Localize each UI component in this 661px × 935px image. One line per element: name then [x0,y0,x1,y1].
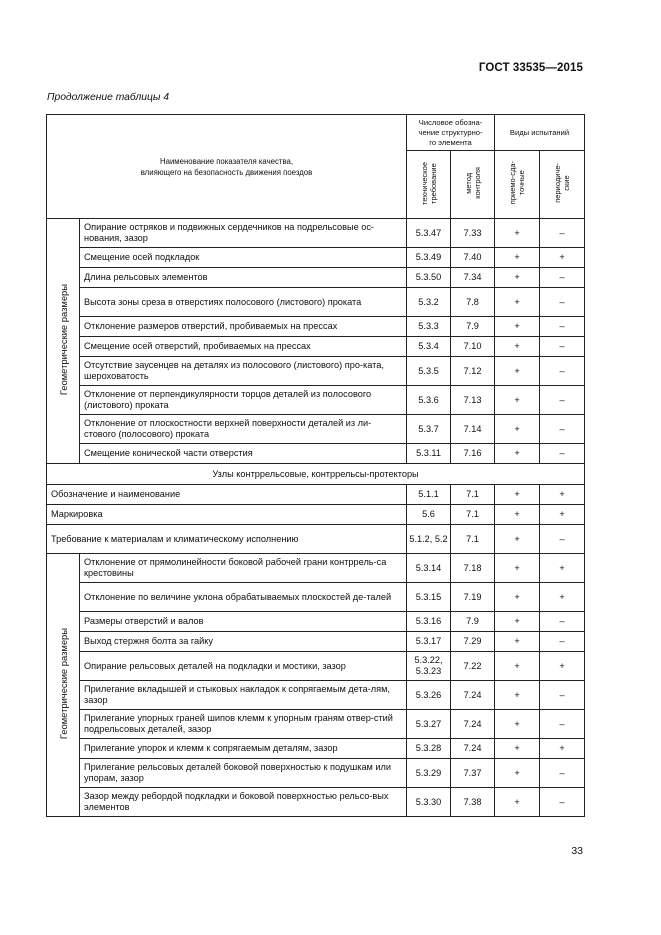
periodic-test-cell: + [540,583,585,612]
control-method-cell: 7.29 [451,632,495,652]
control-method-cell: 7.16 [451,444,495,464]
technical-requirement-cell: 5.3.30 [407,788,451,817]
periodic-test-cell: – [540,632,585,652]
indicator-name-cell: Прилегание упорных граней шипов клемм к упорным граням отвер-стий подрельсовых деталей, зазор [80,710,407,739]
test-types-header: Виды испытаний [495,115,585,151]
technical-requirement-cell: 5.3.49 [407,248,451,268]
acceptance-tests-header: приемо-сда- точные [495,151,540,219]
table-row [47,415,585,444]
acceptance-test-cell: + [495,525,540,554]
section-title: Узлы контррельсовые, контррельсы-протекторы [47,464,585,485]
acceptance-test-cell: + [495,554,540,583]
acceptance-test-cell: + [495,485,540,505]
group-label: Геометрические размеры [57,627,69,740]
periodic-test-cell: – [540,268,585,288]
indicator-name-cell: Высота зоны среза в отверстиях полосового (листового) проката [80,288,407,317]
table-row [47,219,585,248]
acceptance-test-cell: + [495,612,540,632]
indicator-name-header: Наименование показателя качества, влияющего на безопасность движения поездов [47,115,407,219]
table-row [47,652,585,681]
control-method-cell: 7.9 [451,317,495,337]
indicator-name-cell: Отклонение по величине уклона обрабатываемых плоскостей де-талей [80,583,407,612]
group-label: Геометрические размеры [57,283,69,396]
indicator-name-cell: Прилегание вкладышей и стыковых накладок к сопрягаемым дета-лям, зазор [80,681,407,710]
table-row [47,788,585,817]
technical-requirement-cell: 5.3.5 [407,357,451,386]
acceptance-test-cell: + [495,288,540,317]
periodic-test-cell: – [540,288,585,317]
control-method-cell: 7.1 [451,485,495,505]
technical-requirement-cell: 5.3.47 [407,219,451,248]
indicator-name-cell: Зазор между ребордой подкладки и боковой поверхностью рельсо-вых элементов [80,788,407,817]
periodic-test-cell: + [540,652,585,681]
control-method-cell: 7.40 [451,248,495,268]
quality-indicators-table [46,114,585,817]
technical-requirement-cell: 5.3.14 [407,554,451,583]
table-row [47,583,585,612]
periodic-test-cell: – [540,444,585,464]
technical-requirement-cell: 5.6 [407,505,451,525]
technical-requirement-cell: 5.3.26 [407,681,451,710]
table-row [47,759,585,788]
control-method-cell: 7.13 [451,386,495,415]
page-number: 33 [571,845,583,857]
control-method-cell: 7.10 [451,337,495,357]
indicator-name-cell: Опирание остряков и подвижных сердечников на подрельсовые ос-нования, зазор [80,219,407,248]
acceptance-test-cell: + [495,268,540,288]
acceptance-test-cell: + [495,583,540,612]
indicator-name-cell: Отсутствие заусенцев на деталях из полосового (листового) про-ката, шероховатость [80,357,407,386]
periodic-test-cell: + [540,739,585,759]
table-row [47,248,585,268]
technical-requirement-cell: 5.3.3 [407,317,451,337]
periodic-test-cell: + [540,505,585,525]
technical-requirement-cell: 5.3.16 [407,612,451,632]
indicator-name-cell: Отклонение от перпендикулярности торцов деталей из полосового (листового) проката [80,386,407,415]
acceptance-test-cell: + [495,505,540,525]
table-row [47,739,585,759]
table-row [47,337,585,357]
indicator-name-cell: Прилегание упорок и клемм к сопрягаемым деталям, зазор [80,739,407,759]
acceptance-test-cell: + [495,652,540,681]
acceptance-test-cell: + [495,219,540,248]
control-method-cell: 7.37 [451,759,495,788]
control-method-cell: 7.24 [451,739,495,759]
technical-requirement-cell: 5.3.2 [407,288,451,317]
control-method-cell: 7.38 [451,788,495,817]
technical-requirement-cell: 5.3.50 [407,268,451,288]
periodic-test-cell: – [540,337,585,357]
periodic-test-cell: – [540,710,585,739]
table-row [47,632,585,652]
control-method-cell: 7.1 [451,505,495,525]
acceptance-test-cell: + [495,444,540,464]
periodic-test-cell: + [540,485,585,505]
control-method-cell: 7.1 [451,525,495,554]
control-method-cell: 7.34 [451,268,495,288]
control-method-cell: 7.22 [451,652,495,681]
periodic-test-cell: – [540,219,585,248]
acceptance-test-cell: + [495,415,540,444]
technical-requirement-cell: 5.1.1 [407,485,451,505]
technical-requirement-cell: 5.3.17 [407,632,451,652]
indicator-name-cell: Опирание рельсовых деталей на подкладки и мостики, зазор [80,652,407,681]
control-method-cell: 7.9 [451,612,495,632]
indicator-name-cell: Отклонение от плоскостности верхней поверхности деталей из ли-стового (полосового) проката [80,415,407,444]
acceptance-test-cell: + [495,710,540,739]
table-row [47,612,585,632]
indicator-name-cell: Маркировка [47,505,407,525]
periodic-test-cell: + [540,554,585,583]
section-title-row [47,464,585,485]
technical-requirement-cell: 5.3.4 [407,337,451,357]
acceptance-test-cell: + [495,248,540,268]
indicator-name-cell: Длина рельсовых элементов [80,268,407,288]
control-method-cell: 7.19 [451,583,495,612]
technical-requirement-cell: 5.3.29 [407,759,451,788]
table-row [47,317,585,337]
technical-requirement-cell: 5.3.11 [407,444,451,464]
periodic-test-cell: – [540,681,585,710]
acceptance-test-cell: + [495,357,540,386]
control-method-cell: 7.18 [451,554,495,583]
acceptance-test-cell: + [495,759,540,788]
periodic-test-cell: – [540,788,585,817]
acceptance-test-cell: + [495,632,540,652]
periodic-test-cell: + [540,248,585,268]
control-method-cell: 7.33 [451,219,495,248]
technical-requirement-cell: 5.1.2, 5.2 [407,525,451,554]
table-row [47,505,585,525]
control-method-header: метод контроля [451,151,495,219]
periodic-tests-header: периодиче- ские [540,151,585,219]
technical-requirement-cell: 5.3.28 [407,739,451,759]
table-row [47,554,585,583]
indicator-name-cell: Требование к материалам и климатическому исполнению [47,525,407,554]
table-row [47,288,585,317]
indicator-name-cell: Прилегание рельсовых деталей боковой поверхностью к подушкам или упорам, зазор [80,759,407,788]
control-method-cell: 7.8 [451,288,495,317]
technical-requirement-cell: 5.3.22, 5.3.23 [407,652,451,681]
technical-requirement-cell: 5.3.27 [407,710,451,739]
indicator-name-cell: Отклонение размеров отверстий, пробиваемых на прессах [80,317,407,337]
periodic-test-cell: – [540,415,585,444]
acceptance-test-cell: + [495,681,540,710]
acceptance-test-cell: + [495,788,540,817]
acceptance-test-cell: + [495,739,540,759]
indicator-name-cell: Смещение конической части отверстия [80,444,407,464]
table-row [47,444,585,464]
indicator-name-cell: Смещение осей отверстий, пробиваемых на прессах [80,337,407,357]
table-row [47,386,585,415]
table-row [47,485,585,505]
periodic-test-cell: – [540,525,585,554]
indicator-name-cell: Выход стержня болта за гайку [80,632,407,652]
periodic-test-cell: – [540,317,585,337]
group-label-cell [47,219,80,464]
indicator-name-cell: Отклонение от прямолинейности боковой рабочей грани контррель-са крестовины [80,554,407,583]
periodic-test-cell: – [540,357,585,386]
table-row [47,525,585,554]
indicator-name-cell: Смещение осей подкладок [80,248,407,268]
table-row [47,710,585,739]
group-label-cell [47,554,80,817]
periodic-test-cell: – [540,759,585,788]
technical-requirement-cell: 5.3.6 [407,386,451,415]
periodic-test-cell: – [540,386,585,415]
table-row [47,268,585,288]
technical-requirement-cell: 5.3.7 [407,415,451,444]
control-method-cell: 7.24 [451,681,495,710]
control-method-cell: 7.14 [451,415,495,444]
acceptance-test-cell: + [495,386,540,415]
control-method-cell: 7.12 [451,357,495,386]
technical-requirement-cell: 5.3.15 [407,583,451,612]
numeric-designation-header: Числовое обозна- чение структурно- го элемента [407,115,495,151]
periodic-test-cell: – [540,612,585,632]
acceptance-test-cell: + [495,337,540,357]
table-caption: Продолжение таблицы 4 [47,92,170,103]
table-row [47,357,585,386]
indicator-name-cell: Обозначение и наименование [47,485,407,505]
technical-requirement-header: техническое требование [407,151,451,219]
table-row [47,681,585,710]
control-method-cell: 7.24 [451,710,495,739]
indicator-name-cell: Размеры отверстий и валов [80,612,407,632]
document-standard-number: ГОСТ 33535—2015 [478,62,583,74]
acceptance-test-cell: + [495,317,540,337]
